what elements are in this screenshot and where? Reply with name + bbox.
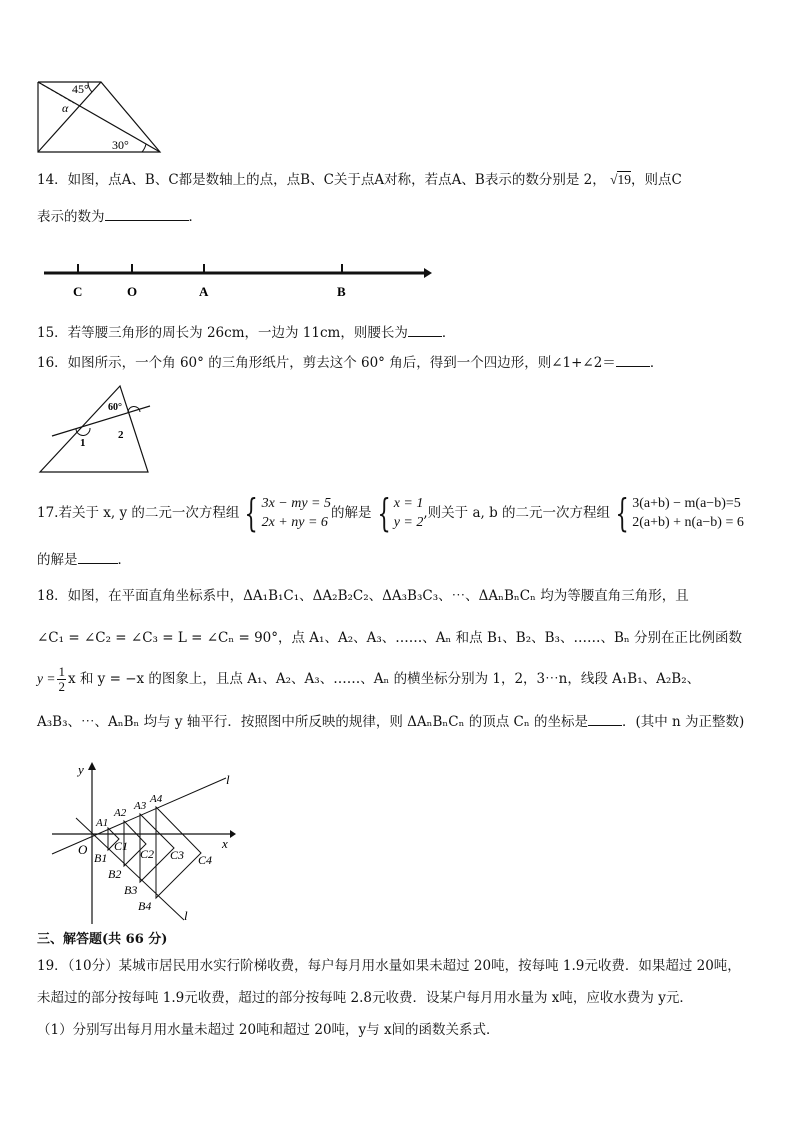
q19-text-2: 未超过的部分按每吨 1.9元收费，超过的部分按每吨 2.8元收费．设某户每月用水量为 x吨，应收水费为 y元． [37, 990, 693, 1006]
q19-text-1: 19．（10分）某城市居民用水实行阶梯收费，每户每月用水量如果未超过 20吨，按每吨 1.9元收费．如果超过 20吨， [37, 958, 741, 974]
label-a: A [199, 284, 209, 299]
q14-period: ． [188, 209, 202, 225]
label-o: O [78, 842, 88, 857]
section-title-text: 三、解答题(共 66 分) [37, 932, 168, 947]
q19-line1 [37, 956, 741, 976]
q18-y-equals: y = [37, 671, 56, 686]
q17-line2 [37, 549, 131, 570]
fraction-one-half [57, 665, 66, 694]
equation-system-1 [239, 491, 331, 535]
label-c4: C4 [198, 853, 213, 867]
q17-answer-prompt: 的解是 [37, 552, 78, 568]
label-b3: B3 [124, 883, 138, 897]
q18-line2 [37, 628, 742, 648]
q19-text-3: （1）分别写出每月用水量未超过 20吨和超过 20吨，y与 x间的函数关系式． [37, 1022, 500, 1038]
sqrt-expression: √19 [610, 172, 631, 187]
q16-triangle-figure [36, 382, 156, 476]
system3-eq1: 3(a+b) − m(a−b)=5 [632, 496, 741, 511]
q15-answer-blank[interactable] [408, 322, 442, 337]
q15-period: ． [441, 325, 456, 341]
q17-answer-blank[interactable] [78, 549, 118, 564]
system1-eq1: 3x − my = 5 [261, 496, 331, 511]
q13-triangle-figure [30, 76, 170, 158]
number-line-arrow-icon [424, 268, 432, 278]
label-a2: A2 [114, 807, 127, 819]
system1-eq2: 2x + ny = 6 [261, 515, 328, 530]
label-y: y [78, 762, 84, 777]
label-b1: B1 [94, 851, 108, 865]
dashed-line [38, 82, 74, 103]
q15-text: 15．若等腰三角形的周长为 26cm，一边为 11cm，则腰长为 [37, 325, 408, 341]
q17-mid1: 的解是 [331, 505, 372, 521]
label-l-top: l [226, 772, 230, 787]
label-a1: A1 [96, 817, 109, 829]
q17-period: ． [117, 552, 131, 568]
q16-answer-blank[interactable] [616, 352, 650, 367]
q18-coordinate-figure [50, 758, 250, 928]
q18-text-4-end: ．(其中 n 为正整数) [621, 714, 745, 730]
q15-line [37, 322, 455, 343]
x-axis-arrow-icon [230, 830, 236, 838]
angle-arc-30 [142, 144, 146, 152]
q14-line1 [37, 170, 682, 190]
label-b4: B4 [138, 899, 152, 913]
angle-label-45: 45° [72, 82, 89, 96]
label-o: O [127, 284, 138, 299]
q18-text-2: ∠C₁ = ∠C₂ = ∠C₃ = L = ∠Cₙ = 90°，点 A₁、A₂、A₃、……、Aₙ 和点 B₁、B₂、B₃、……、Bₙ 分别在正比例函数 [37, 630, 742, 646]
brace-icon: { [244, 491, 259, 535]
q17-line1 [37, 492, 744, 534]
label-c1: C1 [114, 839, 129, 853]
q14-answer-blank[interactable] [105, 206, 189, 221]
sqrt-radicand: 19 [617, 172, 631, 187]
q18-answer-blank[interactable] [588, 711, 622, 726]
number-line-figure [40, 258, 440, 300]
label-x: x [222, 836, 228, 851]
angle-label-30: 30° [112, 138, 129, 152]
q16-period: ． [649, 355, 664, 371]
system3-eq2: 2(a+b) + n(a−b) = 6 [632, 515, 744, 530]
y-axis-arrow-icon [88, 762, 96, 770]
q17-mid2: ,则关于 a, b 的二元一次方程组 [423, 505, 611, 521]
q18-text-4: A₃B₃、⋯、AₙBₙ 均与 y 轴平行．按照图中所反映的规律，则 ΔAₙBₙCₙ 的顶点 Cₙ 的坐标是 [37, 714, 588, 730]
q18-text-1: 18．如图，在平面直角坐标系中，ΔA₁B₁C₁、ΔA₂B₂C₂、ΔA₃B₃C₃、⋯、ΔAₙBₙCₙ 均为等腰直角三角形，且 [37, 588, 689, 604]
label-c: C [73, 284, 83, 299]
q14-line2 [37, 206, 202, 227]
system2-eq2: y = 2 [393, 515, 424, 530]
angle-label-60: 60° [108, 402, 122, 413]
q14-text: 14．如图，点A、B、C都是数轴上的点，点B、C关于点A对称，若点A、B表示的数分别是 2， [37, 172, 606, 188]
q14-text-end: ，则点C [630, 172, 682, 188]
brace-icon: { [376, 491, 391, 535]
label-b2: B2 [108, 867, 122, 881]
label-a3: A3 [134, 800, 147, 812]
label-c3: C3 [170, 848, 185, 862]
q18-line3 [37, 664, 700, 694]
q16-line [37, 352, 663, 373]
triangle-diagonal [38, 82, 101, 152]
brace-icon: { [615, 491, 629, 535]
q19-line3 [37, 1020, 500, 1040]
q16-text: 16．如图所示，一个角 60° 的三角形纸片，剪去这个 60° 角后，得到一个四边形，则∠1+∠2＝ [37, 355, 616, 371]
q18-line4 [37, 711, 744, 732]
label-a4: A4 [150, 793, 163, 805]
q18-line1 [37, 586, 689, 606]
fraction-denominator: 2 [58, 678, 65, 694]
angle-label-1: 1 [80, 437, 86, 449]
system2-eq1: x = 1 [393, 496, 424, 511]
q17-prefix: 17.若关于 x, y 的二元一次方程组 [37, 505, 240, 521]
label-b: B [337, 284, 346, 299]
q19-line2 [37, 988, 693, 1008]
q18-text-3: x 和 y = −x 的图象上，且点 A₁、A₂、A₃、……、Aₙ 的横坐标分别为 1，2，3⋯n，线段 A₁B₁、A₂B₂、 [67, 671, 701, 687]
angle-label-alpha: α [62, 101, 69, 115]
triangle-outline [40, 386, 148, 472]
angle-label-2: 2 [118, 429, 124, 441]
fraction-numerator: 1 [58, 663, 65, 679]
label-c2: C2 [140, 847, 155, 861]
equation-system-3 [610, 491, 744, 535]
section-title [37, 930, 167, 950]
q14-answer-prompt: 表示的数为 [37, 209, 105, 225]
label-l-bottom: l [184, 908, 188, 923]
equation-system-2 [372, 491, 424, 535]
